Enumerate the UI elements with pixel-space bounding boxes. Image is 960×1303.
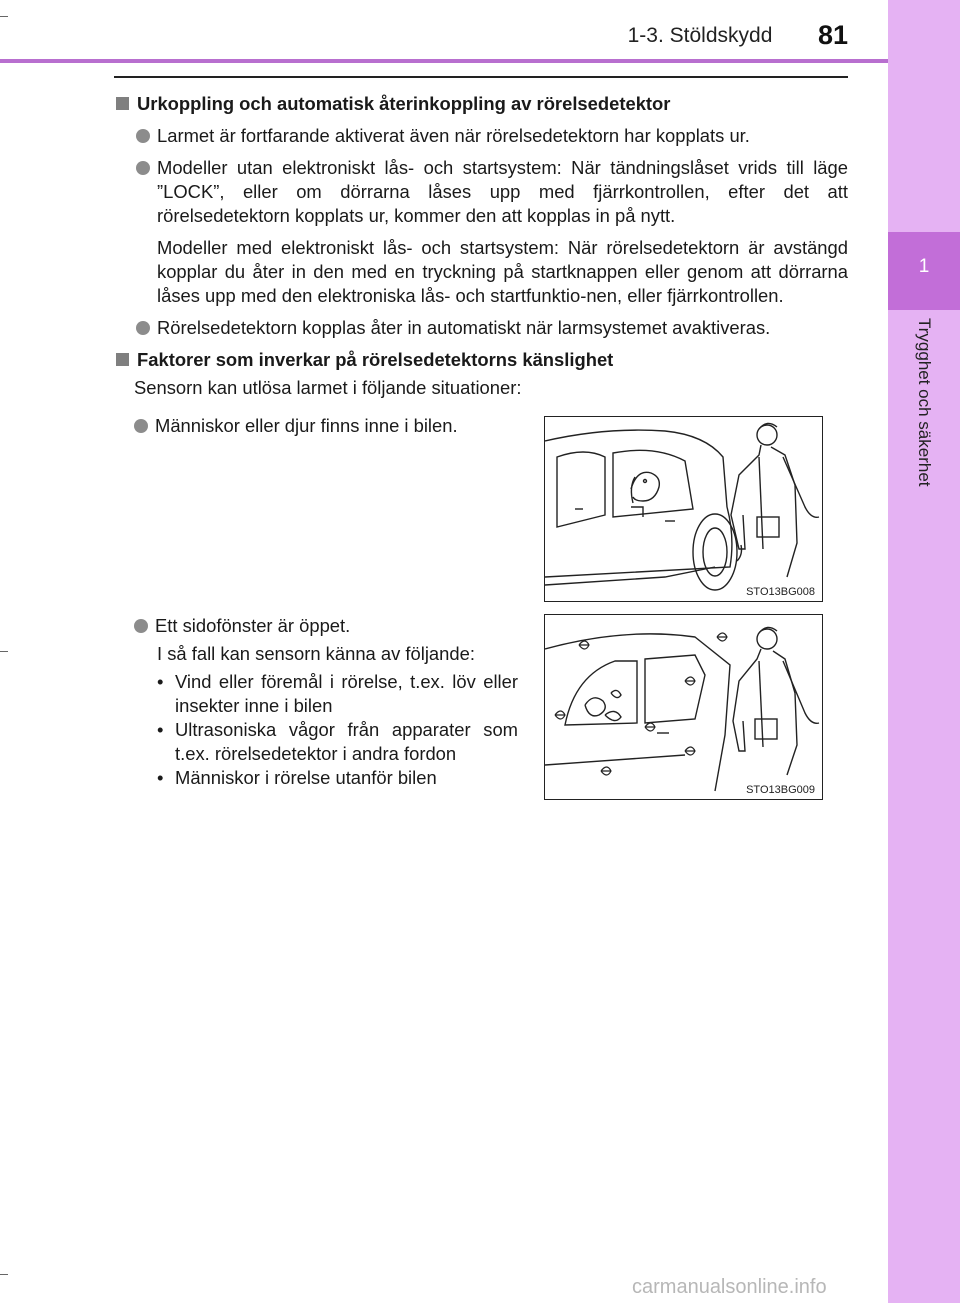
square-bullet-icon [116, 353, 129, 366]
bullet-item [134, 414, 518, 438]
circle-bullet-icon [134, 619, 148, 633]
dot-bullet-icon: • [157, 719, 164, 740]
item-text-column [114, 614, 518, 790]
figure-label: STO13BG009 [746, 784, 815, 796]
sub-list-text: Människor i rörelse utanför bilen [175, 767, 437, 788]
sub-list-item [157, 766, 518, 790]
crop-mark [0, 1274, 8, 1275]
sub-list-text: Vind eller föremål i rörelse, t.ex. löv eller insekter inne i bilen [175, 671, 518, 716]
dot-bullet-icon: • [157, 767, 164, 788]
circle-bullet-icon [136, 161, 150, 175]
bullet-text: Ett sidofönster är öppet. [155, 615, 351, 636]
bullet-item [136, 156, 848, 228]
chapter-number: 1 [918, 256, 930, 277]
square-bullet-icon [116, 97, 129, 110]
item-text-column [114, 414, 518, 438]
bullet-item [136, 124, 848, 148]
paragraph: Modeller med elektroniskt lås- och startsystem: När rörelsedetektorn är avstängd kopplar du åter in den med en tryckning på startknappen eller genom att dörrarna låses upp med den elektroniska lås- och startfunktio-nen, eller fjärrkontrollen. [157, 237, 848, 306]
section-heading-text: Urkoppling och automatisk återinkoppling av rörelsedetektor [137, 93, 671, 114]
figure-label: STO13BG008 [746, 586, 815, 598]
circle-bullet-icon [136, 129, 150, 143]
page-number: 81 [818, 20, 849, 50]
bullet-text: Larmet är fortfarande aktiverat även när rörelsedetektorn har kopplats ur. [157, 125, 750, 146]
section-heading-text: Faktorer som inverkar på rörelsedetektorns känslighet [137, 349, 614, 370]
section-intro: Sensorn kan utlösa larmet i följande situationer: [134, 377, 522, 398]
illustration-open-window [544, 614, 823, 800]
bullet-item [134, 614, 518, 638]
chapter-title: Trygghet och säkerhet [915, 318, 934, 487]
circle-bullet-icon [134, 419, 148, 433]
dot-bullet-icon: • [157, 671, 164, 692]
header-divider [0, 59, 888, 63]
main-content [114, 76, 848, 814]
section-heading [114, 348, 848, 372]
content-rule [114, 76, 848, 78]
bullet-text: Rörelsedetektorn kopplas åter in automatiskt när larmsystemet avaktiveras. [157, 317, 771, 338]
bullet-item [136, 316, 848, 340]
chapter-side-tab [888, 0, 960, 1303]
item-row [114, 614, 848, 814]
dog-in-car-drawing [545, 417, 822, 601]
illustration-dog-in-car [544, 416, 823, 602]
crop-mark [0, 16, 8, 17]
open-window-drawing [545, 615, 822, 799]
crop-mark [0, 651, 8, 652]
bullet-text: Människor eller djur finns inne i bilen. [155, 415, 458, 436]
watermark-text: carmanualsonline.info [632, 1276, 827, 1298]
section-title: 1-3. Stöldskydd [627, 24, 773, 47]
item-row [114, 414, 848, 614]
sub-list-text: Ultrasoniska vågor från apparater som t.ex. rörelsedetektor i andra fordon [175, 719, 518, 764]
sub-list-item [157, 718, 518, 766]
sub-list-item [157, 670, 518, 718]
circle-bullet-icon [136, 321, 150, 335]
section-heading [114, 92, 848, 116]
bullet-text: Modeller utan elektroniskt lås- och startsystem: När tändningslåset vrids till läge ”LOCK”, eller om dörrarna låses upp med fjärrkontrollen, efter det att rörelsedetektorn kopplats ur, kommer den att kopplas in på nytt. [157, 157, 848, 226]
paragraph: I så fall kan sensorn känna av följande: [157, 643, 475, 664]
